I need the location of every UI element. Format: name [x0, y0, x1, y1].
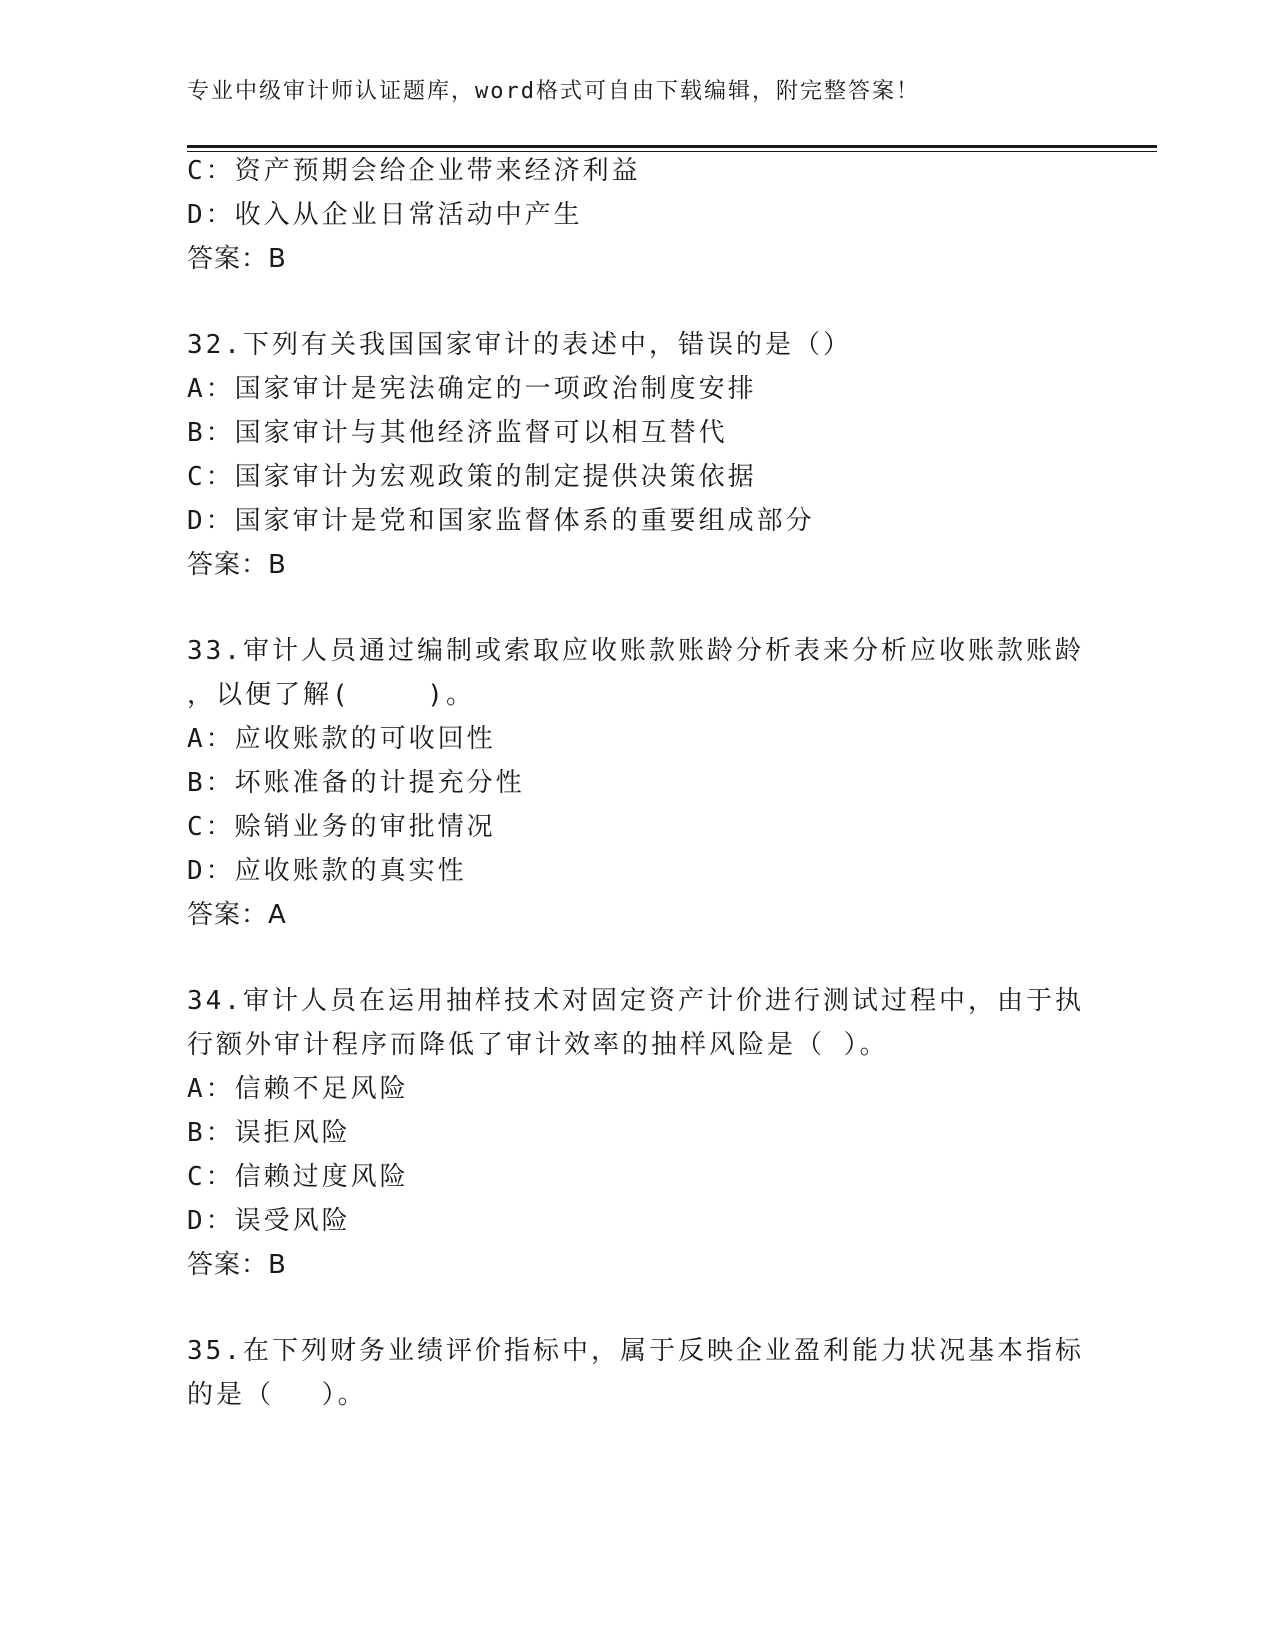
q34-answer: 答案：B [187, 1250, 287, 1280]
q33-option-a: A：应收账款的可收回性 [187, 724, 496, 754]
q33-stem-line1: 33.审计人员通过编制或索取应收账款账龄分析表来分析应收账款账龄 [187, 636, 1084, 666]
q34-option-c: C：信赖过度风险 [187, 1162, 409, 1192]
q33-option-d: D：应收账款的真实性 [187, 856, 467, 886]
prev-option-c: C：资产预期会给企业带来经济利益 [187, 156, 641, 186]
q32-option-b: B：国家审计与其他经济监督可以相互替代 [187, 418, 728, 448]
q33-stem-line2: ，以便了解( )。 [187, 680, 475, 710]
q33-answer: 答案：A [187, 900, 287, 930]
q32-stem: 32.下列有关我国国家审计的表述中，错误的是（） [187, 330, 852, 360]
q32-option-c: C：国家审计为宏观政策的制定提供决策依据 [187, 462, 757, 492]
q34-option-d: D：误受风险 [187, 1206, 351, 1236]
q32-option-d: D：国家审计是党和国家监督体系的重要组成部分 [187, 506, 815, 536]
q34-stem-line1: 34.审计人员在运用抽样技术对固定资产计价进行测试过程中，由于执 [187, 986, 1084, 1016]
prev-option-d: D：收入从企业日常活动中产生 [187, 200, 583, 230]
q35-stem-line1: 35.在下列财务业绩评价指标中，属于反映企业盈利能力状况基本指标 [187, 1336, 1084, 1366]
q34-stem-line2: 行额外审计程序而降低了审计效率的抽样风险是（ ）。 [187, 1030, 889, 1060]
q32-answer: 答案：B [187, 550, 287, 580]
q35-stem-line2: 的是（ ）。 [187, 1380, 367, 1410]
q34-option-a: A：信赖不足风险 [187, 1074, 409, 1104]
page-header: 专业中级审计师认证题库，word格式可自由下载编辑，附完整答案！ [187, 79, 920, 104]
q33-option-c: C：赊销业务的审批情况 [187, 812, 496, 842]
q33-option-b: B：坏账准备的计提充分性 [187, 768, 525, 798]
q34-option-b: B：误拒风险 [187, 1118, 351, 1148]
q32-option-a: A：国家审计是宪法确定的一项政治制度安排 [187, 374, 757, 404]
prev-answer: 答案：B [187, 244, 287, 274]
